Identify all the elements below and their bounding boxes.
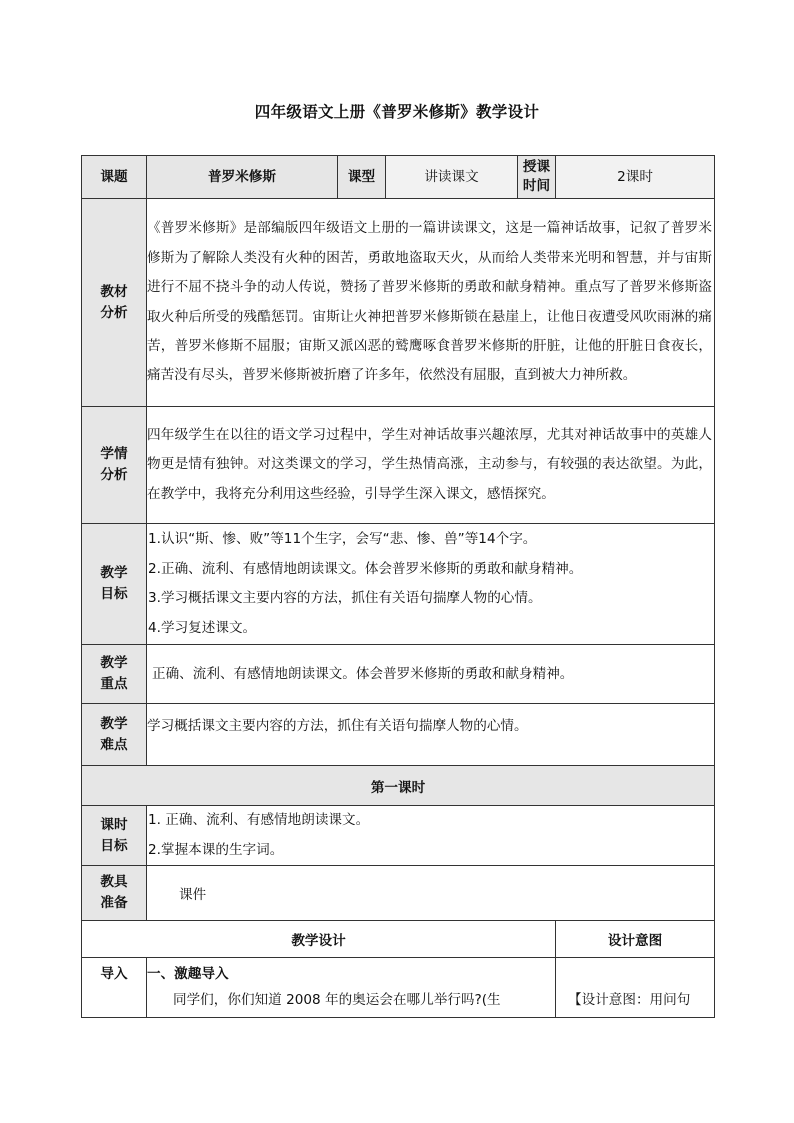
student-analysis-label-line1: 学情 [100, 446, 128, 462]
intro-intent: 【设计意图：用问句 [556, 958, 715, 1018]
teaching-goal-item: 1.认识“斯、惨、败”等11个生字，会写“悲、惨、兽”等14个字。 [148, 531, 537, 547]
lesson-goal-item: 2.掌握本课的生字词。 [148, 841, 284, 858]
teaching-tools-value: 课件 [147, 866, 715, 921]
topic-label: 课题 [82, 156, 147, 199]
teaching-goals-row [82, 524, 715, 645]
key-points-label [82, 645, 147, 704]
time-label-line1: 授课 [522, 159, 551, 175]
teaching-tools-label [82, 866, 147, 921]
teaching-goal-item: 2.正确、流利、有感情地朗读课文。体会普罗米修斯的勇敢和献身精神。 [148, 560, 583, 577]
teaching-goal-item: 4.学习复述课文。 [148, 619, 257, 636]
topic-value: 普罗米修斯 [147, 156, 338, 199]
teaching-tools-label-line1: 教具 [100, 874, 128, 890]
material-analysis-text: 《普罗米修斯》是部编版四年级语文上册的一篇讲读课文，这是一篇神话故事，记叙了普罗米修斯为了解除人类没有火种的困苦，勇敢地盗取天火，从而给人类带来光明和智慧，并与宙斯进行不屈不挠斗争的动人传说，赞扬了普罗米修斯的勇敢和献身精神。重点写了普罗米修斯盗取火种后所受的残酷惩罚。宙斯让火神把普罗米修斯锁在悬崖上，让他日夜遭受风吹雨淋的痛苦，普罗米修斯不屈服；宙斯又派凶恶的鹫鹰啄食普罗米修斯的肝脏，让他的肝脏日食夜长，痛苦没有尽头，普罗米修斯被折磨了许多年，依然没有屈服，直到被大力神所救。 [147, 199, 715, 407]
teaching-goals-list [147, 524, 715, 645]
lesson-goals-label-line2: 目标 [100, 837, 128, 854]
table-header-row [82, 156, 715, 199]
material-analysis-label-line1: 教材 [100, 283, 128, 300]
type-label: 课型 [338, 156, 386, 199]
teaching-tools-label-line2: 准备 [100, 895, 128, 911]
document-title: 四年级语文上册《普罗米修斯》教学设计 [254, 103, 540, 121]
difficulties-text: 学习概括课文主要内容的方法，抓住有关语句揣摩人物的心情。 [147, 704, 715, 766]
type-value: 讲读课文 [386, 156, 518, 199]
teaching-goals-label [82, 524, 147, 645]
intro-content [147, 958, 556, 1018]
teaching-goal-item: 3.学习概括课文主要内容的方法，抓住有关语句揣摩人物的心情。 [148, 590, 542, 606]
difficulties-label-line1: 教学 [100, 715, 128, 732]
lesson-goal-item: 1. 正确、流利、有感情地朗读课文。 [148, 812, 370, 828]
time-label [518, 156, 556, 199]
lesson-goals-row [82, 806, 715, 866]
student-analysis-row [82, 407, 715, 524]
key-points-label-line2: 重点 [100, 676, 128, 692]
teaching-tools-row [82, 866, 715, 921]
material-analysis-row [82, 199, 715, 407]
difficulties-label-line2: 难点 [100, 736, 128, 753]
teaching-design-header: 教学设计 [82, 921, 556, 958]
intro-row [82, 958, 715, 1018]
lesson-one-section-title: 第一课时 [82, 766, 715, 806]
teaching-goals-label-line1: 教学 [100, 565, 128, 581]
key-points-text: 正确、流利、有感情地朗读课文。体会普罗米修斯的勇敢和献身精神。 [147, 645, 715, 704]
lesson-goals-label [82, 806, 147, 866]
teaching-goals-label-line2: 目标 [100, 586, 128, 602]
intro-step-title: 一、激趣导入 [147, 966, 229, 982]
key-points-row [82, 645, 715, 704]
key-points-label-line1: 教学 [100, 655, 128, 671]
lesson-plan-table [81, 155, 715, 1018]
intro-line: 同学们，你们知道 2008 年的奥运会在哪儿举行吗?(生 [173, 992, 501, 1008]
difficulties-label [82, 704, 147, 766]
time-value: 2课时 [556, 156, 715, 199]
difficulties-row [82, 704, 715, 766]
lesson-one-section-row [82, 766, 715, 806]
material-analysis-label [82, 199, 147, 407]
lesson-goals-list [147, 806, 715, 866]
intro-label: 导入 [82, 958, 147, 1018]
student-analysis-label [82, 407, 147, 524]
design-header-row [82, 921, 715, 958]
student-analysis-text: 四年级学生在以往的语文学习过程中，学生对神话故事兴趣浓厚，尤其对神话故事中的英雄人物更是情有独钟。对这类课文的学习，学生热情高涨，主动参与，有较强的表达欲望。为此，在教学中，我将充分利用这些经验，引导学生深入课文，感悟探究。 [147, 407, 715, 524]
lesson-goals-label-line1: 课时 [100, 816, 128, 833]
student-analysis-label-line2: 分析 [100, 467, 128, 483]
design-intent-header: 设计意图 [556, 921, 715, 958]
material-analysis-label-line2: 分析 [100, 304, 128, 321]
time-label-line2: 时间 [522, 178, 551, 194]
